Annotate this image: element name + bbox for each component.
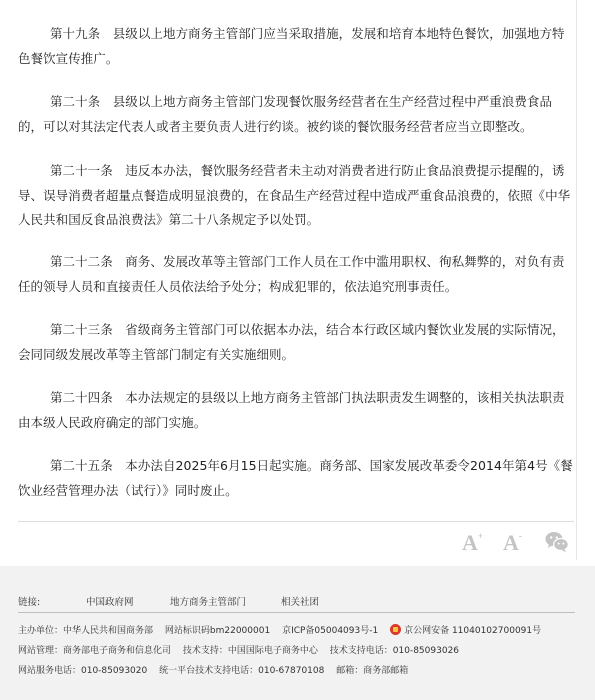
- footer-link-gov[interactable]: 中国政府网: [86, 597, 134, 608]
- article-paragraph-22: 第二十二条 商务、发展改革等主管部门工作人员在工作中滥用职权、徇私舞弊的，对负有责任的领导人员和直接责任人员依法给予处分；构成犯罪的，依法追究刑事责任。: [18, 254, 565, 294]
- footer-row-service: [18, 663, 417, 676]
- wechat-icon: [545, 531, 569, 553]
- font-larger-mark: +: [477, 531, 484, 541]
- police-badge-icon: [390, 624, 401, 635]
- article-toolbar: [0, 530, 595, 556]
- article-paragraph-23: 第二十三条 省级商务主管部门可以依据本办法，结合本行政区域内餐饮业发展的实际情况，会同同级发展改革等主管部门制定有关实施细则。: [18, 322, 565, 362]
- footer-rule: [18, 612, 575, 613]
- wechat-share-button[interactable]: [545, 531, 569, 553]
- footer-tech-phone: 技术支持电话：010-85093026: [329, 646, 460, 656]
- footer-tech-support: 技术支持：中国国际电子商务中心: [182, 646, 318, 656]
- footer-site-code: 网站标识码bm22000001: [164, 626, 271, 636]
- article-paragraph-25: 第二十五条 本办法自2025年6月15日起实施。商务部、国家发展改革委令2014年第4号《餐饮业经营管理办法（试行）》同时废止。: [18, 458, 573, 498]
- article-paragraph-20: 第二十条 县级以上地方商务主管部门发现餐饮服务经营者在生产经营过程中严重浪费食品的，可以对其法定代表人或者主要负责人进行约谈。被约谈的餐饮服务经营者应当立即整改。: [18, 94, 553, 134]
- footer-row-sponsor: [18, 623, 550, 636]
- footer-police-record[interactable]: [390, 626, 541, 636]
- font-smaller-mark: -: [518, 531, 522, 541]
- site-footer: [0, 566, 595, 700]
- footer-service-phone: 网站服务电话：010-85093020: [18, 666, 148, 676]
- font-smaller-label: A: [503, 530, 519, 555]
- footer-platform-phone: 统一平台技术支持电话：010-67870108: [159, 666, 325, 676]
- footer-site-admin: 网站管理：商务部电子商务和信息化司: [18, 646, 172, 656]
- content-border: [576, 0, 577, 560]
- font-larger-button[interactable]: [462, 530, 483, 554]
- footer-row-management: [18, 643, 468, 656]
- footer-link-local-commerce[interactable]: 地方商务主管部门: [170, 597, 247, 608]
- article-paragraph-21: 第二十一条 违反本办法，餐饮服务经营者未主动对消费者进行防止食品浪费提示提醒的，诱导、误导消费者超量点餐造成明显浪费的，在食品生产经营过程中造成严重食品浪费的，依照《中华人民共和国反食品浪费法》第二十八条规定予以处罚。: [18, 163, 571, 227]
- font-larger-label: A: [462, 530, 478, 555]
- article-paragraph-24: 第二十四条 本办法规定的县级以上地方商务主管部门执法职责发生调整的，该相关执法职责由本级人民政府确定的部门实施。: [18, 390, 565, 430]
- font-smaller-button[interactable]: [503, 530, 522, 554]
- footer-police-text: 京公网安备 11040102700091号: [404, 626, 542, 636]
- footer-email[interactable]: 邮箱：商务部邮箱: [336, 666, 409, 676]
- article-divider: [18, 521, 574, 522]
- article-paragraph-19: 第十九条 县级以上地方商务主管部门应当采取措施，发展和培育本地特色餐饮，加强地方特色餐饮宣传推广。: [18, 26, 565, 66]
- footer-link-associations[interactable]: 相关社团: [281, 597, 320, 608]
- footer-icp[interactable]: 京ICP备05004093号-1: [282, 626, 379, 636]
- footer-sponsor: 主办单位：中华人民共和国商务部: [18, 626, 154, 636]
- footer-links-label: 链接:: [18, 597, 41, 608]
